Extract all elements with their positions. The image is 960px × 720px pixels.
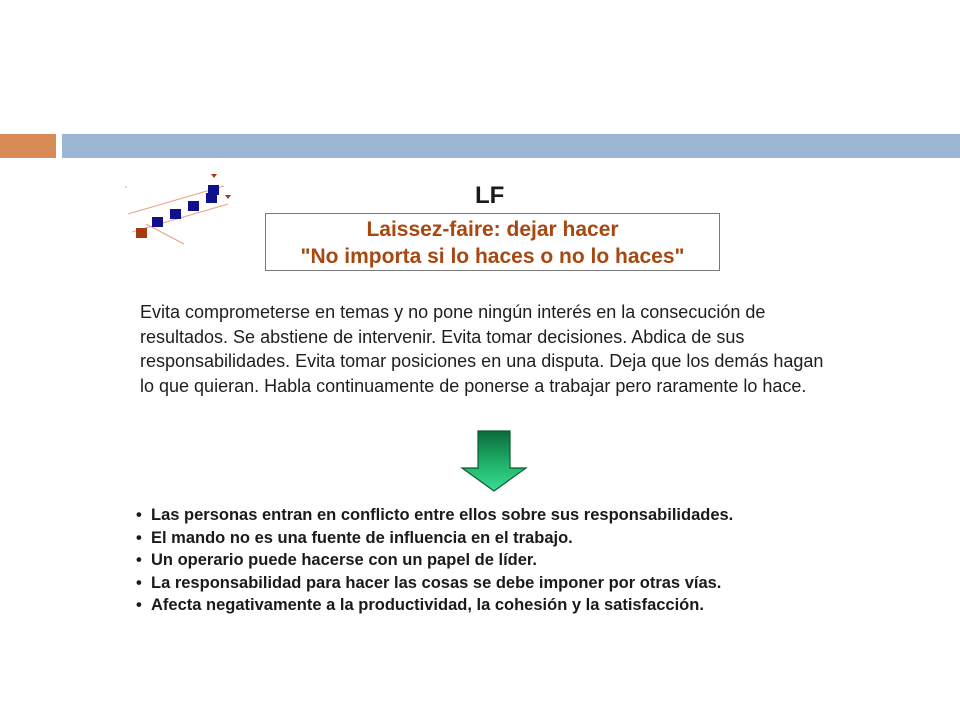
list-item: [136, 504, 936, 527]
bullet-symbol: •: [136, 528, 142, 547]
list-item: [136, 594, 936, 617]
bullet-symbol: •: [136, 596, 142, 614]
title-box: [265, 213, 720, 271]
accent-bar-orange: [0, 134, 56, 158]
bullet-text: La responsabilidad para hacer las cosas se debe imponer por otras vías.: [151, 573, 722, 592]
bullet-symbol: •: [136, 551, 142, 569]
down-arrow-icon: [460, 430, 528, 492]
description-paragraph: Evita comprometerse en temas y no pone ningún interés en la consecución de resultados. Se abstiene de intervenir. Evita tomar decisiones. Abdica de sus responsabilidades. Evita tomar posiciones en una disputa. Deja que los demás hagan lo que quieran. Habla continuamente de ponerse a trabajar pero raramente lo hace.: [140, 302, 824, 396]
bullet-text: Las personas entran en conflicto entre ellos sobre sus responsabilidades.: [151, 506, 734, 524]
bullet-list: [136, 504, 936, 617]
list-item: [136, 572, 936, 595]
list-item: [136, 549, 936, 572]
title-line-1: Laissez-faire: dejar hacer: [366, 218, 619, 241]
slide-code: LF: [475, 182, 505, 209]
title-line-2: "No importa si lo haces o no lo haces": [300, 245, 685, 268]
list-item: [136, 527, 936, 550]
bullet-symbol: •: [136, 506, 142, 524]
staircase-squares-icon: [124, 172, 236, 248]
accent-bar-blue: [62, 134, 960, 158]
bullet-text: Afecta negativamente a la productividad, la cohesión y la satisfacción.: [151, 596, 704, 614]
bullet-text: El mando no es una fuente de influencia en el trabajo.: [151, 528, 573, 547]
bullet-text: Un operario puede hacerse con un papel de líder.: [151, 551, 538, 569]
bullet-symbol: •: [136, 573, 142, 592]
